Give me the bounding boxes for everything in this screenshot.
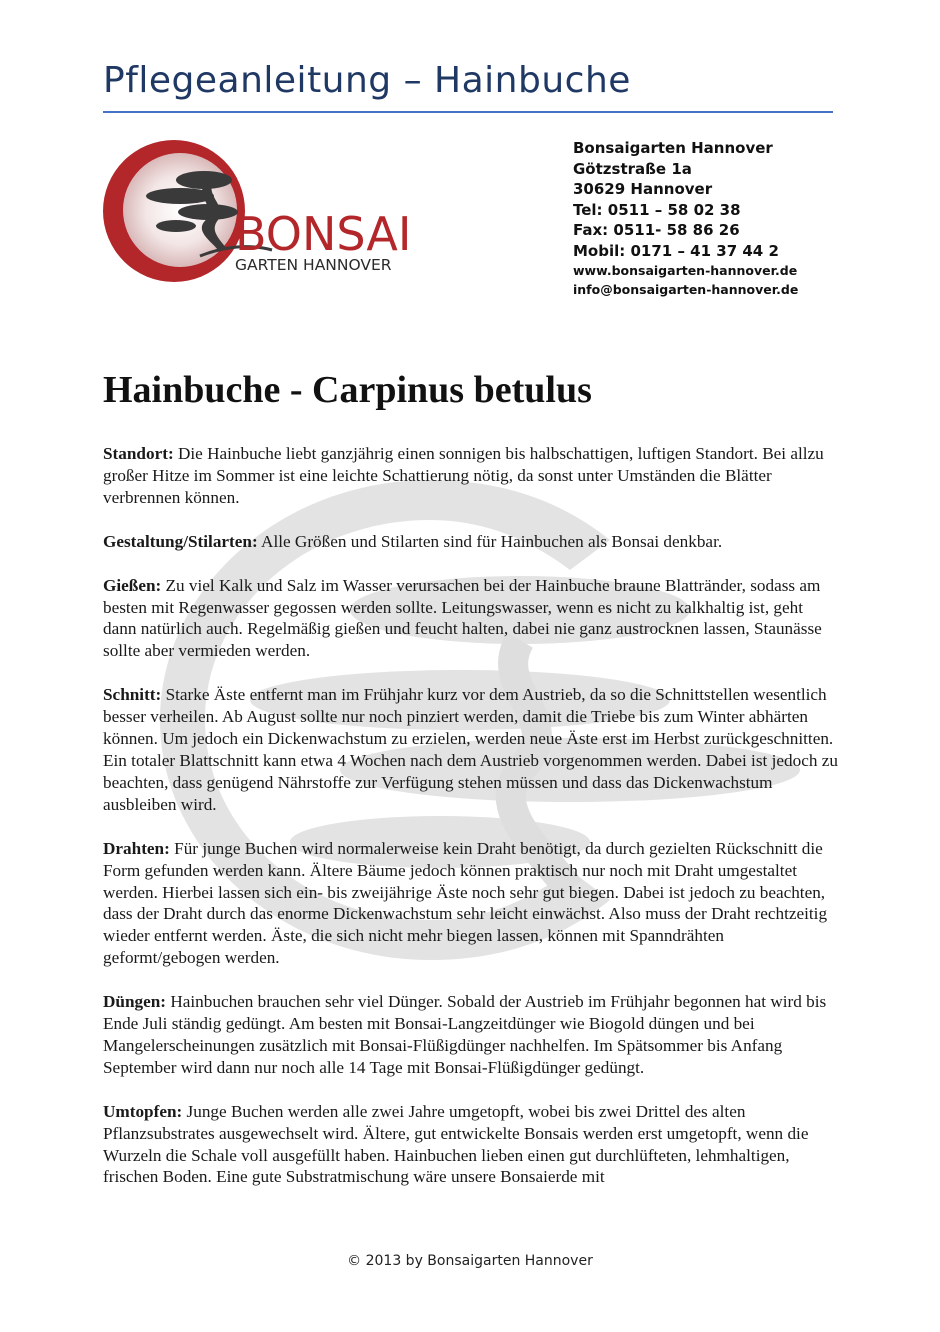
page-title: Pflegeanleitung – Hainbuche <box>103 60 631 101</box>
section-gestaltung <box>103 531 838 553</box>
section-text: Hainbuchen brauchen sehr viel Dünger. Sobald der Austrieb im Frühjahr begonnen hat wird bis Ende Juli ständig gedüngt. Am besten mit Bonsai-Langzeitdünger wie Biogold düngen und bei Mangelerscheinungen zusätzlich mit Bonsai-Flüßigdünger nachhelfen. Im Spätsommer bis Anfang September wird dann nur noch alle 14 Tage mit Bonsai-Flüßigdünger gedüngt. <box>103 992 827 1077</box>
section-label: Drahten: <box>103 838 170 858</box>
section-text: Die Hainbuche liebt ganzjährig einen sonnigen bis halbschattigen, luftigen Standort. Bei allzu großer Hitze im Sommer ist eine leichte Schattierung nötig, da sonst unter Umständen die Blätter verbrennen können. <box>103 444 824 507</box>
section-label: Standort: <box>103 444 174 463</box>
section-text: Für junge Buchen wird normalerweise kein Draht benötigt, da durch gezielten Rückschnitt die Form gefunden werden kann. Ältere Bäume jedoch können praktisch nur noch mit Draht umgestaltet werden. Hierbei lassen sich ein- bis zweijährige Äste noch sehr gut biegen. Dabei ist jedoch zu beachten, dass der Draht durch das enorme Dickenwachstum sehr leicht einwächst. Also muss der Draht rechtzeitig wieder entfernt werden. Äste, die sich nicht mehr biegen lassen, können mit Spanndrähten geformt/gebogen werden. <box>103 838 828 968</box>
section-text: Junge Buchen werden alle zwei Jahre umgetopft, wobei bis zwei Drittel des alten Pflanzsubstrates ausgewechselt wird. Ältere, gut entwickelte Bonsais werden erst umgetopft, wenn die Wurzeln die Schale voll ausgefüllt haben. Hainbuchen lieben einen gut durchlüfteten, lehmhaltigen, frischen Boden. Eine gute Substratmischung wäre unsere Bonsaierde mit <box>103 1101 809 1187</box>
bonsai-logo <box>100 138 430 284</box>
logo-brand: BONSAI <box>235 207 412 261</box>
contact-email-link[interactable]: info@bonsaigarten-hannover.de <box>573 282 799 297</box>
contact-name: Bonsaigarten Hannover <box>573 139 773 157</box>
logo-subtitle: GARTEN HANNOVER <box>235 256 392 274</box>
contact-street: Götzstraße 1a <box>573 159 692 178</box>
section-schnitt <box>103 684 838 815</box>
contact-tel: Tel: 0511 – 58 02 38 <box>573 200 741 219</box>
document-body <box>103 443 838 1210</box>
section-drahten <box>103 838 838 969</box>
section-standort <box>103 443 838 509</box>
section-label: Schnitt: <box>103 685 162 705</box>
contact-block <box>573 138 873 299</box>
contact-mobil: Mobil: 0171 – 41 37 44 2 <box>573 241 779 260</box>
contact-city: 30629 Hannover <box>573 180 713 198</box>
section-text: Alle Größen und Stilarten sind für Hainbuchen als Bonsai denkbar. <box>257 531 723 551</box>
document-heading: Hainbuche - Carpinus betulus <box>103 369 592 411</box>
section-label: Gestaltung/Stilarten: <box>103 531 258 551</box>
section-text: Zu viel Kalk und Salz im Wasser verursachen bei der Hainbuche braune Blattränder, sodass am besten mit Regenwasser gegossen werden sollte. Leitungswasser, wenn es nicht zu kalkhaltig ist, geht dann natürlich auch. Regelmäßig gießen und feucht halten, dabei nie ganz austrocknen lassen, Staunässe sollte aber vermieden werden. <box>103 575 822 661</box>
contact-fax: Fax: 0511- 58 86 26 <box>573 221 740 239</box>
title-divider <box>103 111 833 113</box>
section-label: Düngen: <box>103 992 167 1012</box>
section-duengen <box>103 991 838 1079</box>
page-footer: © 2013 by Bonsaigarten Hannover <box>347 1253 593 1269</box>
section-label: Umtopfen: <box>103 1101 183 1121</box>
section-giessen <box>103 575 838 663</box>
section-text: Starke Äste entfernt man im Frühjahr kurz vor dem Austrieb, da so die Schnittstellen wesentlich besser verheilen. Ab August sollte nur noch pinziert werden, damit die Triebe bis zum Winter abhärten können. Um jedoch ein Dickenwachstum zu erzielen, werden neue Äste erst im Herbst zurückgeschnitten. Ein totaler Blattschnitt kann etwa 4 Wochen nach dem Austrieb vorgenommen werden. Dabei ist jedoch zu beachten, dass genügend Nährstoffe zur Verfügung stehen müssen und dass das Dickenwachstum ausbleiben wird. <box>103 685 838 814</box>
section-label: Gießen: <box>103 575 162 595</box>
section-umtopfen <box>103 1101 838 1189</box>
contact-web-link[interactable]: www.bonsaigarten-hannover.de <box>573 263 798 278</box>
